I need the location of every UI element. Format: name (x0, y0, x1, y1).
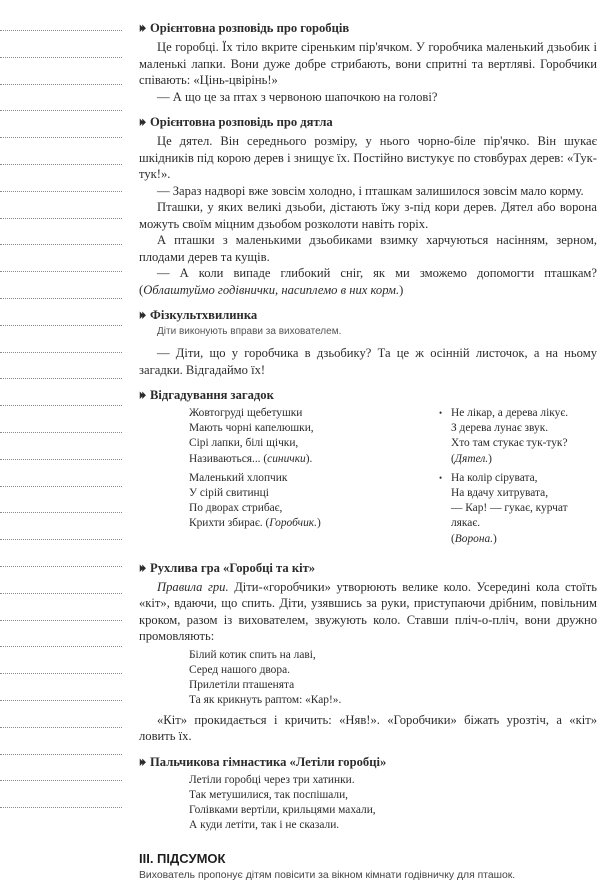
margin-note-line (0, 807, 122, 808)
page-content (139, 20, 597, 881)
rules-label: Правила гри. (157, 579, 229, 594)
verse-line: Серед нашого двора. (189, 664, 290, 677)
riddle-line: • На колір сірувата, (451, 471, 538, 484)
heading-text: Пальчикова гімнастика «Летіли горобці» (150, 754, 387, 769)
riddle-line: Мають чорні капелюшки, (189, 422, 314, 435)
verse-line: Прилетіли пташенята (189, 679, 295, 692)
double-arrow-bullet-icon: ⏵⏵ (139, 310, 145, 320)
margin-note-line (0, 57, 122, 58)
riddle-line: Крихти збирає. (Горобчик.) (189, 517, 321, 530)
riddle-line: На вдачу хитрувата, (451, 487, 549, 500)
margin-note-line (0, 405, 122, 406)
riddle-line: Називаються... (синички). (189, 452, 313, 465)
riddle-answer: Дятел. (454, 452, 489, 465)
margin-note-line (0, 218, 122, 219)
heading-text: Орієнтовна розповідь про дятла (150, 115, 333, 129)
margin-note-line (0, 486, 122, 487)
margin-note-line (0, 164, 122, 165)
section-heading (139, 114, 597, 130)
riddle-answer: Горобчик. (269, 517, 317, 530)
text: ) (399, 282, 404, 297)
paragraph (139, 265, 597, 298)
riddles-right-column (439, 406, 597, 551)
riddle-line: По дворах стрибає, (189, 502, 283, 515)
verse-line: Білий котик спить на лаві, (189, 648, 316, 661)
margin-note-line (0, 566, 122, 567)
heading-text: Рухлива гра «Горобці та кіт» (150, 560, 316, 575)
section-sparrows (139, 20, 597, 105)
riddle-line: Сірі лапки, білі щічки, (189, 437, 299, 450)
paragraph: Пташки, у яких великі дзьоби, дістають їжу з-під кори дерев. Дятел або ворона можуть своїм міцним дзьобом розколоти навіть горіх. (139, 200, 597, 231)
riddle-line: — Кар! — гукає, курчат лякає. (451, 502, 568, 530)
margin-note-line (0, 646, 122, 647)
section-game (139, 560, 597, 745)
margin-note-line (0, 298, 122, 299)
paragraph: — А що це за птах з червоною шапочкою на голові? (157, 89, 438, 104)
riddle (189, 471, 439, 532)
riddle (439, 471, 597, 547)
riddle-line: З дерева лунає звук. (451, 422, 549, 435)
riddle-answer: Ворона. (454, 532, 494, 545)
riddle-line: (Ворона.) (451, 532, 497, 545)
margin-note-line (0, 780, 122, 781)
text: Діти-«горобчики» утворюють велике коло. Усередині кола стоїть «кіт», вдаючи, що спить. Діти, узявшись за руки, приступаючи дрібним, повільним кроком, разом із вихователем, звужують коло. Ставши пліч-о-пліч, вони дружно промовляють: (139, 579, 597, 644)
summary-text: Вихователь пропонує дітям повісити за вікном кімнати годівничку для пташок. (139, 870, 516, 881)
margin-note-line (0, 110, 122, 111)
heading-text: Орієнтовна розповідь про горобців (150, 21, 350, 35)
margin-note-line (0, 30, 122, 31)
riddle-line: Жовтогруді щебетушки (189, 407, 303, 419)
margin-note-line (0, 459, 122, 460)
section-finger-gymnastics (139, 754, 597, 834)
margin-note-line (0, 191, 122, 192)
section-woodpecker (139, 114, 597, 298)
riddle-line: У сірій свитинці (189, 487, 269, 500)
margin-note-line (0, 727, 122, 728)
instruction-note: Діти виконують вправи за вихователем. (157, 326, 342, 337)
paragraph: — Зараз надворі вже зовсім холодно, і пташкам залишилося зовсім мало корму. (157, 183, 584, 198)
verse-line: Так метушилися, так поспішали, (189, 788, 349, 801)
margin-note-line (0, 593, 122, 594)
verse (189, 648, 597, 709)
margin-note-line (0, 325, 122, 326)
margin-note-line (0, 754, 122, 755)
section-heading (139, 754, 597, 770)
margin-note-line (0, 432, 122, 433)
double-arrow-bullet-icon: ⏵⏵ (139, 562, 145, 573)
paragraph: Це дятел. Він середнього розміру, у нього чорно-біле пір'ячко. Він шукає шкідників під корою дерев і знищує їх. Постійно вистукує по стовбурах дерев: «Тук-тук!». (139, 134, 597, 181)
text: — А коли випаде глибокий сніг, як ми зможемо допомогти пташкам? ( (139, 266, 597, 297)
riddle-line: • Не лікар, а дерева лікує. (451, 407, 569, 419)
section-heading (139, 307, 597, 323)
margin-note-line (0, 620, 122, 621)
double-arrow-bullet-icon: ⏵⏵ (139, 117, 145, 127)
notes-margin (0, 0, 125, 836)
italic-answer: Облаштуймо годівнички, насиплемо в них корм. (143, 282, 400, 297)
riddles-columns (139, 406, 597, 551)
margin-note-line (0, 378, 122, 379)
riddle-line: Маленький хлопчик (189, 471, 288, 484)
heading-text: Відгадування загадок (150, 388, 274, 402)
verse-line: Летіли горобці через три хатинки. (189, 773, 355, 786)
margin-note-line (0, 137, 122, 138)
double-arrow-bullet-icon: ⏵⏵ (139, 23, 145, 33)
margin-note-line (0, 673, 122, 674)
riddles-left-column (139, 406, 439, 551)
margin-note-line (0, 271, 122, 272)
margin-note-line (0, 539, 122, 540)
margin-note-line (0, 700, 122, 701)
section-heading (139, 20, 597, 36)
verse (189, 773, 597, 834)
verse-line: Та як крикнуть раптом: «Кар!». (189, 694, 342, 707)
riddle-answer: синички (267, 452, 306, 465)
paragraph: «Кіт» прокидається і кричить: «Няв!». «Горобчики» біжать урозтіч, а «кіт» ловить їх. (139, 712, 597, 744)
heading-text: Фізкультхвилинка (150, 308, 258, 322)
double-arrow-bullet-icon: ⏵⏵ (139, 756, 145, 767)
section-heading (139, 387, 597, 403)
paragraph (139, 579, 597, 645)
margin-note-line (0, 512, 122, 513)
section-exercise (139, 307, 597, 378)
verse-line: Голівками вертіли, крильцями махали, (189, 804, 376, 817)
summary-heading: III. ПІДСУМОК (139, 851, 226, 867)
paragraph: — Діти, що у горобчика в дзьобику? Та це ж осінній листочок, а на ньому загадки. Відгадаймо їх! (139, 346, 597, 377)
margin-note-line (0, 352, 122, 353)
riddle-line: Хто там стукає тук-тук? (Дятел.) (451, 437, 568, 465)
section-riddles (139, 387, 597, 551)
paragraph: Це горобці. Їх тіло вкрите сіреньким пір'ячком. У горобчика маленький дзьобик і маленькі лапки. Вони дуже добре стрибають, вони спритні та вертляві. Горобчики співають: «Цінь-цвірінь!» (139, 40, 597, 87)
paragraph: А пташки з маленькими дзьобиками взимку харчуються насінням, зерном, плодами дерев та кущів. (139, 233, 597, 264)
riddle (439, 406, 597, 467)
margin-note-line (0, 244, 122, 245)
double-arrow-bullet-icon: ⏵⏵ (139, 390, 145, 400)
verse-line: А куди летіти, так і не сказали. (189, 819, 340, 832)
margin-note-line (0, 84, 122, 85)
riddle (189, 406, 439, 467)
section-heading (139, 560, 597, 576)
